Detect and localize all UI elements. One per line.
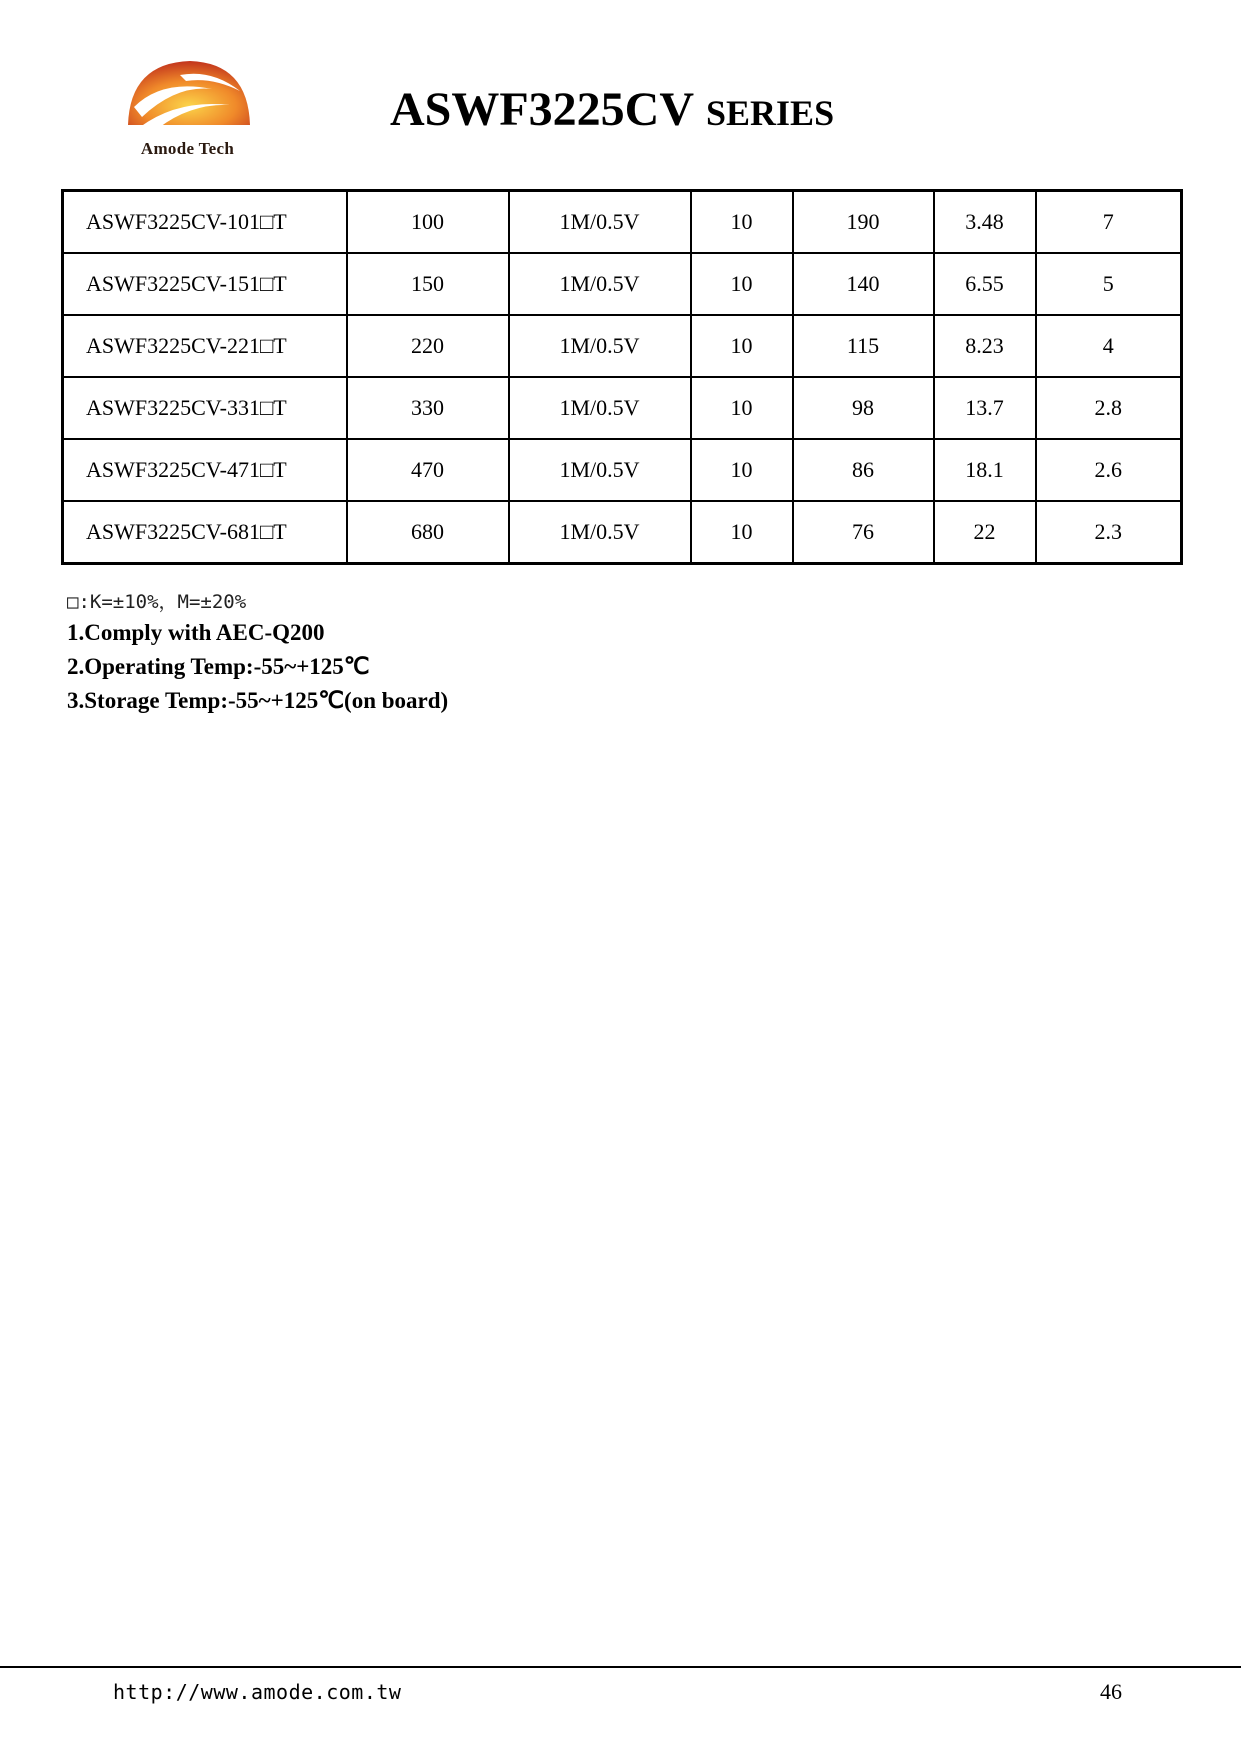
table-cell: 680 xyxy=(347,501,509,564)
note-item: 2.Operating Temp:-55~+125℃ xyxy=(67,654,370,679)
note-item: 1.Comply with AEC-Q200 xyxy=(67,620,325,645)
sun-logo-icon xyxy=(120,55,255,139)
table-cell: 2.6 xyxy=(1036,439,1182,501)
table-cell: 10 xyxy=(691,501,793,564)
table-cell: 10 xyxy=(691,439,793,501)
table-cell: 1M/0.5V xyxy=(509,377,691,439)
table-cell: 8.23 xyxy=(934,315,1036,377)
table-cell: 22 xyxy=(934,501,1036,564)
table-cell: 7 xyxy=(1036,191,1182,254)
table-cell: 2.3 xyxy=(1036,501,1182,564)
table-row xyxy=(63,315,1182,377)
table-cell: 10 xyxy=(691,253,793,315)
part-number-cell: ASWF3225CV-331□T xyxy=(63,377,347,439)
company-logo xyxy=(120,55,255,167)
table-cell: 330 xyxy=(347,377,509,439)
part-number-cell: ASWF3225CV-221□T xyxy=(63,315,347,377)
table-cell: 115 xyxy=(793,315,934,377)
table-cell: 18.1 xyxy=(934,439,1036,501)
table-cell: 1M/0.5V xyxy=(509,501,691,564)
table-cell: 4 xyxy=(1036,315,1182,377)
table-cell: 98 xyxy=(793,377,934,439)
table-row xyxy=(63,501,1182,564)
table-cell: 10 xyxy=(691,191,793,254)
table-cell: 10 xyxy=(691,315,793,377)
table-cell: 100 xyxy=(347,191,509,254)
title-model: ASWF3225CV xyxy=(390,83,695,136)
table-cell: 10 xyxy=(691,377,793,439)
table-cell: 86 xyxy=(793,439,934,501)
table-cell: 140 xyxy=(793,253,934,315)
page-number: 46 xyxy=(1100,1679,1122,1704)
title-series: SERIES xyxy=(706,93,835,133)
table-cell: 1M/0.5V xyxy=(509,191,691,254)
footer-url: http://www.amode.com.tw xyxy=(113,1680,402,1704)
part-number-cell: ASWF3225CV-101□T xyxy=(63,191,347,254)
page-title xyxy=(390,82,834,137)
table-cell: 76 xyxy=(793,501,934,564)
table-cell: 3.48 xyxy=(934,191,1036,254)
tolerance-legend: □:K=±10%，M=±20% xyxy=(67,591,247,613)
part-number-cell: ASWF3225CV-151□T xyxy=(63,253,347,315)
table-cell: 5 xyxy=(1036,253,1182,315)
table-cell: 1M/0.5V xyxy=(509,253,691,315)
spec-table xyxy=(61,189,1183,565)
table-cell: 190 xyxy=(793,191,934,254)
table-cell: 150 xyxy=(347,253,509,315)
table-row xyxy=(63,253,1182,315)
logo-text: Amode Tech xyxy=(140,139,235,158)
part-number-cell: ASWF3225CV-681□T xyxy=(63,501,347,564)
table-cell: 220 xyxy=(347,315,509,377)
table-cell: 1M/0.5V xyxy=(509,315,691,377)
table-cell: 1M/0.5V xyxy=(509,439,691,501)
table-row xyxy=(63,191,1182,254)
table-row xyxy=(63,377,1182,439)
table-cell: 6.55 xyxy=(934,253,1036,315)
table-cell: 2.8 xyxy=(1036,377,1182,439)
table-cell: 470 xyxy=(347,439,509,501)
spec-table-body xyxy=(63,191,1182,564)
notes xyxy=(67,588,448,718)
part-number-cell: ASWF3225CV-471□T xyxy=(63,439,347,501)
table-cell: 13.7 xyxy=(934,377,1036,439)
table-row xyxy=(63,439,1182,501)
footer-divider xyxy=(0,1666,1241,1668)
note-item: 3.Storage Temp:-55~+125℃(on board) xyxy=(67,688,449,713)
